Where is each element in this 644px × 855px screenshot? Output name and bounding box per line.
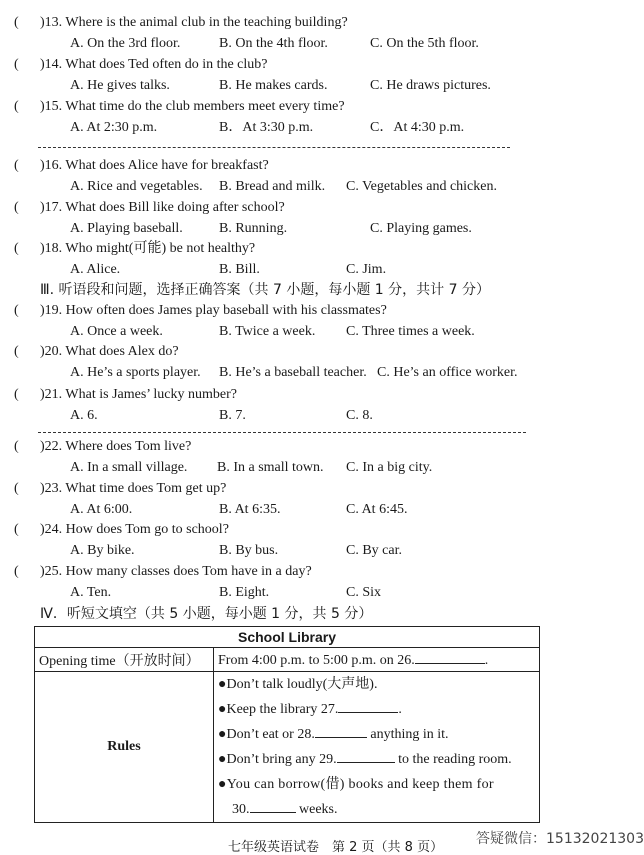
answer-paren[interactable]: ( xyxy=(14,344,19,359)
question-text: )19. How often does James play baseball with his classmates? xyxy=(40,303,387,318)
option-C[interactable]: C. He draws pictures. xyxy=(370,78,491,93)
rule-3: ●Don’t eat or 28. anything in it. xyxy=(218,722,535,747)
option-B[interactable]: B. Eight. xyxy=(219,585,270,600)
separator-1 xyxy=(38,147,510,148)
option-B[interactable]: B. At 6:35. xyxy=(219,502,281,517)
answer-paren[interactable]: ( xyxy=(14,57,19,72)
option-A[interactable]: A. Rice and vegetables. xyxy=(70,179,203,194)
option-C[interactable]: C. Three times a week. xyxy=(346,324,475,339)
rule-6: 30. weeks. xyxy=(218,797,535,822)
option-A[interactable]: A. At 2:30 p.m. xyxy=(70,120,158,135)
option-B[interactable]: B. He makes cards. xyxy=(219,78,328,93)
option-C[interactable]: C. In a big city. xyxy=(346,460,433,475)
question-text: )14. What does Ted often do in the club? xyxy=(40,57,268,72)
option-A[interactable]: A. Once a week. xyxy=(70,324,163,339)
school-library-table xyxy=(34,626,540,823)
question-text: )24. How does Tom go to school? xyxy=(40,522,229,537)
question-text: )25. How many classes does Tom have in a day? xyxy=(40,564,312,579)
option-B[interactable]: B. Running. xyxy=(219,221,288,236)
question-text: )17. What does Bill like doing after school? xyxy=(40,200,285,215)
rules-list xyxy=(214,672,540,823)
option-A[interactable]: A. In a small village. xyxy=(70,460,188,475)
option-C[interactable]: C. 8. xyxy=(346,408,373,423)
option-C[interactable]: C. Playing games. xyxy=(370,221,472,236)
option-B[interactable]: B. In a small town. xyxy=(217,460,324,475)
rule-4: ●Don’t bring any 29. to the reading room. xyxy=(218,747,535,772)
opening-time-text: From 4:00 p.m. to 5:00 p.m. on 26. xyxy=(218,653,415,668)
question-text: )20. What does Alex do? xyxy=(40,344,179,359)
question-text: )23. What time does Tom get up? xyxy=(40,481,227,496)
blank-27[interactable] xyxy=(338,699,398,713)
blank-26[interactable] xyxy=(415,650,485,664)
question-text: )16. What does Alice have for breakfast? xyxy=(40,158,269,173)
option-C[interactable]: C．At 4:30 p.m. xyxy=(370,120,465,135)
answer-paren[interactable]: ( xyxy=(14,387,19,402)
option-B[interactable]: B. He’s a baseball teacher. xyxy=(219,365,367,380)
option-C[interactable]: C. He’s an office worker. xyxy=(377,365,518,380)
question-text: )21. What is James’ lucky number? xyxy=(40,387,237,402)
answer-paren[interactable]: ( xyxy=(14,522,19,537)
answer-paren[interactable]: ( xyxy=(14,241,19,256)
rule-1: ●Don’t talk loudly(大声地). xyxy=(218,677,378,692)
blank-30[interactable] xyxy=(250,799,296,813)
blank-28[interactable] xyxy=(315,724,367,738)
option-A[interactable]: A. 6. xyxy=(70,408,98,423)
option-C[interactable]: C. Six xyxy=(346,585,382,600)
option-B[interactable]: B. 7. xyxy=(219,408,246,423)
separator-2 xyxy=(38,432,526,433)
rule-5: ●You can borrow(借) books and keep them for xyxy=(218,777,494,792)
wechat-watermark: 答疑微信：15132021303 xyxy=(476,831,644,847)
question-text: )15. What time do the club members meet every time? xyxy=(40,99,345,114)
answer-paren[interactable]: ( xyxy=(14,303,19,318)
question-text: )13. Where is the animal club in the teaching building? xyxy=(40,15,348,30)
option-A[interactable]: A. On the 3rd floor. xyxy=(70,36,181,51)
page-footer: 七年级英语试卷 第 2 页（共 8 页） xyxy=(228,840,444,855)
opening-time-end: . xyxy=(484,653,489,668)
option-A[interactable]: A. Playing baseball. xyxy=(70,221,183,236)
option-C[interactable]: C. Jim. xyxy=(346,262,387,277)
rules-label: Rules xyxy=(35,672,214,823)
option-B[interactable]: B. By bus. xyxy=(219,543,279,558)
option-B[interactable]: B．At 3:30 p.m. xyxy=(219,120,314,135)
option-A[interactable]: A. He gives talks. xyxy=(70,78,170,93)
question-text: )22. Where does Tom live? xyxy=(40,439,192,454)
answer-paren[interactable]: ( xyxy=(14,439,19,454)
option-C[interactable]: C. At 6:45. xyxy=(346,502,408,517)
option-A[interactable]: A. By bike. xyxy=(70,543,135,558)
answer-paren[interactable]: ( xyxy=(14,564,19,579)
answer-paren[interactable]: ( xyxy=(14,99,19,114)
option-A[interactable]: A. At 6:00. xyxy=(70,502,133,517)
option-C[interactable]: C. Vegetables and chicken. xyxy=(346,179,497,194)
answer-paren[interactable]: ( xyxy=(14,15,19,30)
question-text: )18. Who might(可能) be not healthy? xyxy=(40,241,256,256)
opening-time-label: Opening time（开放时间） xyxy=(35,648,214,672)
option-C[interactable]: C. On the 5th floor. xyxy=(370,36,479,51)
section-4-heading: Ⅳ．听短文填空（共 5 小题，每小题 1 分，共 5 分） xyxy=(40,606,373,622)
option-B[interactable]: B. On the 4th floor. xyxy=(219,36,328,51)
table-title: School Library xyxy=(35,627,540,648)
option-A[interactable]: A. Ten. xyxy=(70,585,112,600)
rule-2: ●Keep the library 27. . xyxy=(218,697,535,722)
answer-paren[interactable]: ( xyxy=(14,200,19,215)
option-A[interactable]: A. He’s a sports player. xyxy=(70,365,201,380)
opening-time-value xyxy=(214,648,540,672)
answer-paren[interactable]: ( xyxy=(14,481,19,496)
answer-paren[interactable]: ( xyxy=(14,158,19,173)
blank-29[interactable] xyxy=(337,749,395,763)
option-C[interactable]: C. By car. xyxy=(346,543,402,558)
option-B[interactable]: B. Bread and milk. xyxy=(219,179,326,194)
option-A[interactable]: A. Alice. xyxy=(70,262,121,277)
option-B[interactable]: B. Bill. xyxy=(219,262,260,277)
option-B[interactable]: B. Twice a week. xyxy=(219,324,316,339)
section-3-heading: Ⅲ. 听语段和问题，选择正确答案（共 7 小题，每小题 1 分，共计 7 分） xyxy=(40,282,490,298)
